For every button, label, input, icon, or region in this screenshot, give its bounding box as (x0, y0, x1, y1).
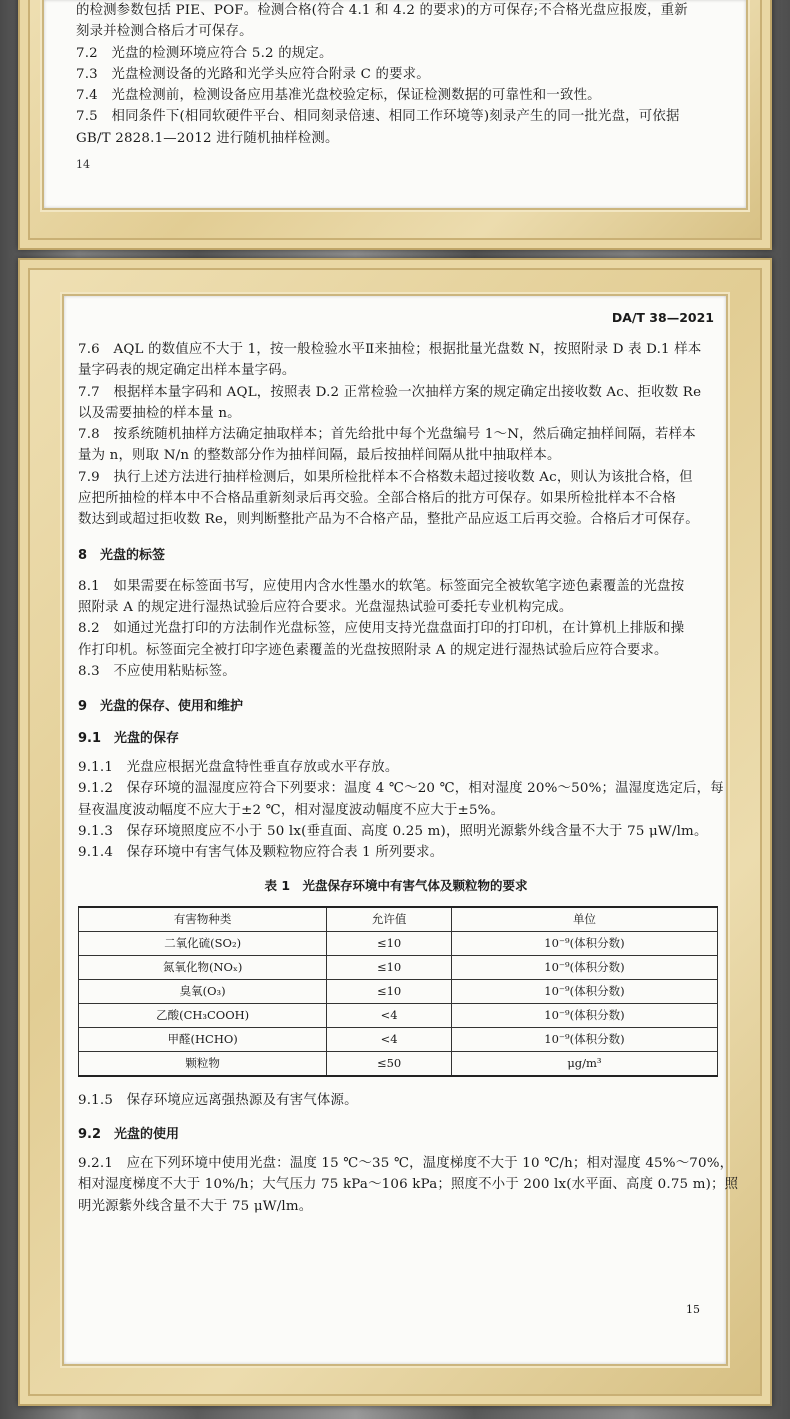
text-line: 9.1.4 保存环境中有害气体及颗粒物应符合表 1 所列要求。 (78, 845, 444, 861)
table-cell: <4 (327, 1003, 452, 1027)
table-cell: 二氧化硫(SO₂) (79, 931, 327, 955)
table-cell: 甲醛(HCHO) (79, 1027, 327, 1051)
document-page-14 (44, 0, 746, 208)
clause-block-9-2 (78, 1153, 739, 1217)
table-cell: ≤10 (327, 931, 452, 955)
table-cell: 氮氧化物(NOₓ) (79, 955, 327, 979)
text-line: 8.2 如通过光盘打印的方法制作光盘标签，应使用支持光盘盘面打印的打印机，在计算机上排版和操 (78, 621, 685, 637)
table-row (79, 1051, 718, 1076)
text-line: 应把所抽检的样本中不合格品重新刻录后再交验。全部合格后的批方可保存。如果所检批样本不合格 (78, 491, 676, 507)
text-line: 7.4 光盘检测前，检测设备应用基准光盘校验定标，保证检测数据的可靠性和一致性。 (76, 88, 601, 104)
table-header-row (79, 907, 718, 932)
text-line: 量字码表的规定确定出样本量字码。 (78, 363, 296, 379)
text-line: 以及需要抽检的样本量 n。 (78, 405, 241, 421)
clause-block-9-1 (78, 757, 724, 863)
document-page-15 (64, 296, 739, 1364)
text-line: 的检测参数包括 PIE、POF。检测合格(符合 4.1 和 4.2 的要求)的方可保存;不合格光盘应报废，重新 (76, 3, 688, 18)
page-number: 14 (76, 158, 90, 172)
table-title: 表 1 光盘保存环境中有害气体及颗粒物的要求 (264, 877, 528, 893)
table-row (79, 931, 718, 955)
table-cell: ≤10 (327, 979, 452, 1003)
text-line: 7.9 执行上述方法进行抽样检测后，如果所检批样本不合格数未超过接收数 Ac，则认为该批合格，但 (78, 469, 693, 485)
text-line: 7.3 光盘检测设备的光路和光学头应符合附录 C 的要求。 (76, 66, 430, 82)
text-line: 7.5 相同条件下(相同软硬件平台、相同刻录倍速、相同工作环境等)刻录产生的同一批光盘，可依据 (76, 109, 680, 125)
text-line: 7.7 根据样本量字码和 AQL，按照表 D.2 正常检验一次抽样方案的规定确定出接收数 Ac、拒收数 Re (78, 384, 702, 400)
text-line: 7.2 光盘的检测环境应符合 5.2 的规定。 (76, 45, 333, 61)
document-code: DA/T 38—2021 (611, 310, 714, 325)
table-cell: 10⁻⁹(体积分数) (451, 931, 717, 955)
table-cell: 10⁻⁹(体积分数) (451, 979, 717, 1003)
table-header: 单位 (451, 907, 717, 932)
text-line: 7.8 按系统随机抽样方法确定抽取样本；首先给批中每个光盘编号 1～N，然后确定抽样间隔，若样本 (78, 427, 696, 443)
text-line: 9.1.1 光盘应根据光盘盒特性垂直存放或水平存放。 (78, 760, 399, 776)
section-heading-9: 9 光盘的保存、使用和维护 (78, 699, 244, 715)
table-row (79, 979, 718, 1003)
table-cell: 10⁻⁹(体积分数) (451, 955, 717, 979)
table-cell: 10⁻⁹(体积分数) (451, 1027, 717, 1051)
table-cell: 臭氧(O₃) (79, 979, 327, 1003)
text-line: 9.1.2 保存环境的温湿度应符合下列要求：温度 4 ℃～20 ℃，相对湿度 20%～50%；温湿度选定后，每 (78, 781, 724, 797)
text-line: 昼夜温度波动幅度不应大于±2 ℃，相对湿度波动幅度不应大于±5%。 (78, 802, 505, 818)
text-line: 量为 n，则取 N/n 的整数部分作为抽样间隔，最后按抽样间隔从批中抽取样本。 (78, 448, 561, 464)
section-heading-9-2: 9.2 光盘的使用 (78, 1126, 180, 1142)
table-row (79, 955, 718, 979)
text-line: 9.1.3 保存环境照度应不小于 50 lx(垂直面、高度 0.25 m)，照明光源紫外线含量不大于 75 μW/lm。 (78, 824, 708, 840)
text-line: 相对湿度梯度不大于 10%/h；大气压力 75 kPa～106 kPa；照度不小于 200 lx(水平面、高度 0.75 m)；照 (78, 1177, 739, 1193)
clause-block-8 (78, 576, 714, 682)
text-line: 数达到或超过拒收数 Re，则判断整批产品为不合格产品，整批产品应返工后再交验。合格后才可保存。 (78, 512, 699, 528)
table-cell: <4 (327, 1027, 452, 1051)
text-line: 照附录 A 的规定进行湿热试验后应符合要求。光盘湿热试验可委托专业机构完成。 (78, 599, 573, 615)
table-cell: 10⁻⁹(体积分数) (451, 1003, 717, 1027)
text-line: 作打印机。标签面完全被打印字迹色素覆盖的光盘按照附录 A 的规定进行湿热试验后应符合要求。 (78, 642, 668, 658)
section-heading-8: 8 光盘的标签 (78, 547, 166, 563)
table-cell: 乙酸(CH₃COOH) (79, 1003, 327, 1027)
section-heading-9-1: 9.1 光盘的保存 (78, 731, 180, 747)
text-line: 8.3 不应使用粘贴标签。 (78, 663, 236, 679)
text-line: 8.1 如果需要在标签面书写，应使用内含水性墨水的软笔。标签面完全被软笔字迹色素覆盖的光盘按 (78, 578, 685, 594)
table-cell: μg/m³ (451, 1051, 717, 1076)
table-row (79, 1027, 718, 1051)
table-row (79, 1003, 718, 1027)
table-cell: 颗粒物 (79, 1051, 327, 1076)
table-header: 允许值 (327, 907, 452, 932)
text-line: 7.6 AQL 的数值应不大于 1，按一般检验水平Ⅱ来抽检；根据批量光盘数 N，按照附录 D 表 D.1 样本 (78, 342, 702, 357)
page-number: 15 (686, 1303, 700, 1316)
clause-block-7 (78, 339, 714, 531)
text-line: 9.2.1 应在下列环境中使用光盘：温度 15 ℃～35 ℃，温度梯度不大于 10 ℃/h；相对湿度 45%～70%， (78, 1155, 734, 1171)
table-cell: ≤10 (327, 955, 452, 979)
text-line: GB/T 2828.1—2012 进行随机抽样检测。 (76, 130, 339, 146)
hazard-table (78, 906, 718, 1077)
clause-block-9-1-5 (78, 1090, 714, 1111)
text-line: 明光源紫外线含量不大于 75 μW/lm。 (78, 1198, 313, 1214)
table-header: 有害物种类 (79, 907, 327, 932)
table-cell: ≤50 (327, 1051, 452, 1076)
text-line: 9.1.5 保存环境应远离强热源及有害气体源。 (78, 1092, 358, 1108)
text-line: 刻录并检测合格后才可保存。 (76, 24, 253, 40)
